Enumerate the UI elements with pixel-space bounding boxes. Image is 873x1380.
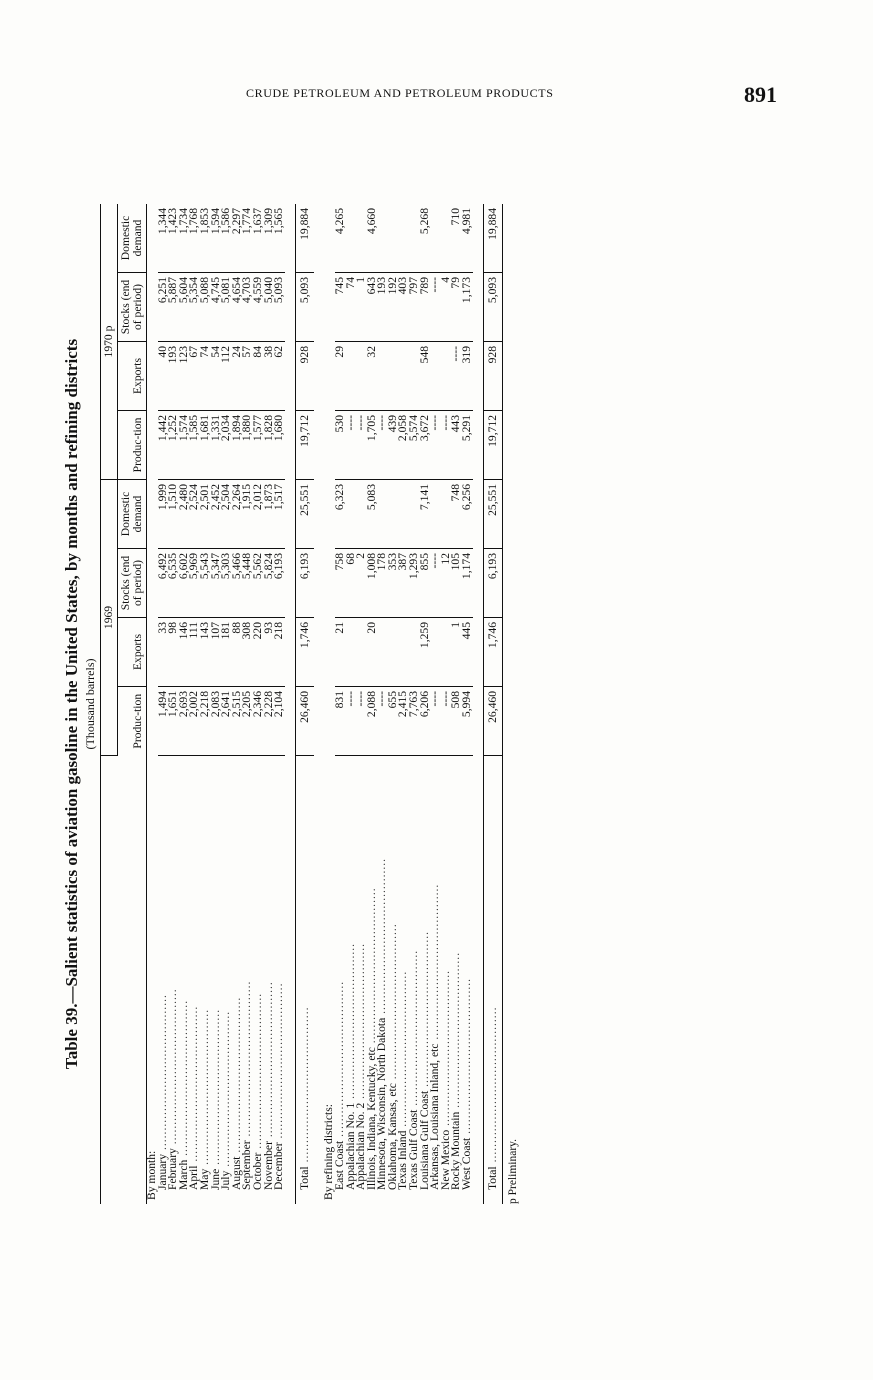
cell-value bbox=[430, 342, 441, 411]
table-row: November ........................................ 2,228 93 5,824 1,873 1,828 38 5,040 1,309 bbox=[264, 204, 275, 1204]
cell-value: 7,141 bbox=[420, 480, 431, 549]
year-1969-header: 1969 bbox=[101, 480, 118, 756]
cell-value: ---- bbox=[356, 411, 367, 480]
cell-value bbox=[388, 204, 399, 273]
cell-value: 548 bbox=[420, 342, 431, 411]
cell-value: 5,040 bbox=[264, 273, 275, 342]
cell-value: 68 bbox=[346, 549, 357, 618]
table-row: Illinois, Indiana, Kentucky, etc ........................................ 2,088 20 1,008 5,083 1,705 32 643 4,660 bbox=[367, 204, 378, 1204]
row-label: Illinois, Indiana, Kentucky, etc bbox=[364, 1047, 378, 1190]
cell-value: 6,602 bbox=[179, 549, 190, 618]
cell-value: 84 bbox=[253, 342, 264, 411]
table-row: February ........................................ 1,651 98 6,535 1,510 1,252 193 5,887 1,423 bbox=[168, 204, 179, 1204]
cell-value: 123 bbox=[179, 342, 190, 411]
cell-value: 20 bbox=[367, 618, 378, 687]
cell-value bbox=[377, 480, 388, 549]
cell-value: 1,705 bbox=[367, 411, 378, 480]
row-label: January bbox=[155, 1153, 169, 1190]
column-header: Stocks (end of period) bbox=[118, 549, 147, 618]
cell-value: 25,551 bbox=[295, 480, 314, 549]
cell-value: 4,703 bbox=[242, 273, 253, 342]
cell-value bbox=[388, 618, 399, 687]
cell-value: 4,981 bbox=[462, 204, 473, 273]
cell-value: 5,562 bbox=[253, 549, 264, 618]
cell-value: 353 bbox=[388, 549, 399, 618]
cell-value: 19,884 bbox=[295, 204, 314, 273]
cell-value: ---- bbox=[441, 411, 452, 480]
cell-value: 439 bbox=[388, 411, 399, 480]
cell-value bbox=[398, 480, 409, 549]
cell-value: 192 bbox=[388, 273, 399, 342]
cell-value: 758 bbox=[335, 549, 346, 618]
cell-value: 146 bbox=[179, 618, 190, 687]
cell-value: 1,894 bbox=[232, 411, 243, 480]
cell-value: 105 bbox=[451, 549, 462, 618]
cell-value: 181 bbox=[221, 618, 232, 687]
cell-value: 1,828 bbox=[264, 411, 275, 480]
cell-value bbox=[388, 480, 399, 549]
rotated-table-block bbox=[62, 154, 622, 1254]
cell-value: 143 bbox=[200, 618, 211, 687]
cell-value: 4,559 bbox=[253, 273, 264, 342]
cell-value: 2,058 bbox=[398, 411, 409, 480]
cell-value: 5,093 bbox=[483, 273, 503, 342]
cell-value: 5,824 bbox=[264, 549, 275, 618]
cell-value: 2,693 bbox=[179, 687, 190, 756]
row-label: Texas Gulf Coast bbox=[407, 1109, 421, 1190]
table-row: October ........................................ 2,346 220 5,562 2,012 1,577 84 4,559 1,637 bbox=[253, 204, 264, 1204]
cell-value: 319 bbox=[462, 342, 473, 411]
table-row: Rocky Mountain ........................................ 508 1 105 748 443 ---- 79 710 bbox=[451, 204, 462, 1204]
table-row: Louisiana Gulf Coast ........................................ 6,206 1,259 855 7,141 3,672 548 789 5,268 bbox=[420, 204, 431, 1204]
table-row: July ........................................ 2,641 181 5,303 2,504 2,034 112 5,081 1,586 bbox=[221, 204, 232, 1204]
cell-value: 2,104 bbox=[274, 687, 285, 756]
cell-value: 508 bbox=[451, 687, 462, 756]
cell-value bbox=[346, 204, 357, 273]
cell-value: 1 bbox=[356, 273, 367, 342]
cell-value: 1,008 bbox=[367, 549, 378, 618]
cell-value: 643 bbox=[367, 273, 378, 342]
column-header: Domestic demand bbox=[118, 204, 147, 273]
cell-value: 2,088 bbox=[367, 687, 378, 756]
cell-value: 6,323 bbox=[335, 480, 346, 549]
cell-value: 5,543 bbox=[200, 549, 211, 618]
cell-value: 5,093 bbox=[295, 273, 314, 342]
table-row: April ........................................ 2,002 111 5,969 2,524 1,585 67 5,354 1,768 bbox=[189, 204, 200, 1204]
cell-value: 220 bbox=[253, 618, 264, 687]
cell-value: 98 bbox=[168, 618, 179, 687]
cell-value: 1,344 bbox=[158, 204, 169, 273]
cell-value bbox=[377, 618, 388, 687]
cell-value: 1,880 bbox=[242, 411, 253, 480]
cell-value: 4 bbox=[441, 273, 452, 342]
cell-value: 2 bbox=[356, 549, 367, 618]
table-row: Texas Gulf Coast ........................................ 7,763 1,293 5,574 797 bbox=[409, 204, 420, 1204]
cell-value: 178 bbox=[377, 549, 388, 618]
cell-value: 7,763 bbox=[409, 687, 420, 756]
table-row: Texas Inland ........................................ 2,415 387 2,058 403 bbox=[398, 204, 409, 1204]
cell-value: 1,873 bbox=[264, 480, 275, 549]
cell-value: 6,193 bbox=[295, 549, 314, 618]
cell-value: 3,672 bbox=[420, 411, 431, 480]
cell-value: 5,303 bbox=[221, 549, 232, 618]
cell-value: 19,884 bbox=[483, 204, 503, 273]
section-heading: By month: bbox=[145, 1150, 158, 1200]
table-row: Arkansas, Louisiana Inland, etc ........................................ ---- ---- ---- ---- bbox=[430, 204, 441, 1204]
row-label: March bbox=[176, 1159, 190, 1190]
cell-value: 5,093 bbox=[274, 273, 285, 342]
cell-value: 1,681 bbox=[200, 411, 211, 480]
table-row: March ........................................ 2,693 146 6,602 2,480 1,574 123 5,604 1,734 bbox=[179, 204, 190, 1204]
table-row: Total ........................................ 26,460 1,746 6,193 25,551 19,712 928 5,093 19,884 bbox=[483, 204, 503, 1204]
cell-value: 6,193 bbox=[483, 549, 503, 618]
row-label: Oklahoma, Kansas, etc bbox=[385, 1083, 399, 1190]
cell-value: 2,083 bbox=[211, 687, 222, 756]
cell-value: ---- bbox=[441, 687, 452, 756]
table-row: January ........................................ 1,494 33 6,492 1,999 1,442 40 6,251 1,344 bbox=[158, 204, 169, 1204]
footnote: p Preliminary. bbox=[507, 1138, 520, 1204]
cell-value: 2,205 bbox=[242, 687, 253, 756]
table-row: Appalachian No. 1 ........................................ ---- 68 ---- 74 bbox=[346, 204, 357, 1204]
cell-value: 107 bbox=[211, 618, 222, 687]
row-label: Minnesota, Wisconsin, North Dakota bbox=[375, 1017, 389, 1190]
cell-value: 4,745 bbox=[211, 273, 222, 342]
cell-value: 74 bbox=[346, 273, 357, 342]
cell-value: 5,354 bbox=[189, 273, 200, 342]
cell-value: 2,641 bbox=[221, 687, 232, 756]
cell-value: 6,193 bbox=[274, 549, 285, 618]
cell-value: 1,252 bbox=[168, 411, 179, 480]
cell-value: 928 bbox=[483, 342, 503, 411]
row-label: Appalachian No. 2 bbox=[354, 1102, 368, 1190]
cell-value: 1,680 bbox=[274, 411, 285, 480]
cell-value: 1,309 bbox=[264, 204, 275, 273]
cell-value: 1,331 bbox=[211, 411, 222, 480]
cell-value: 1,517 bbox=[274, 480, 285, 549]
row-label: Total bbox=[297, 1166, 311, 1190]
cell-value: 6,535 bbox=[168, 549, 179, 618]
cell-value: ---- bbox=[430, 687, 441, 756]
cell-value: 193 bbox=[377, 273, 388, 342]
row-label: July bbox=[219, 1170, 233, 1190]
cell-value: 5,088 bbox=[200, 273, 211, 342]
cell-value bbox=[377, 204, 388, 273]
cell-value bbox=[346, 618, 357, 687]
cell-value: 530 bbox=[335, 411, 346, 480]
cell-value: 5,448 bbox=[242, 549, 253, 618]
cell-value: 1,637 bbox=[253, 204, 264, 273]
cell-value: 74 bbox=[200, 342, 211, 411]
cell-value: 6,256 bbox=[462, 480, 473, 549]
cell-value: 32 bbox=[367, 342, 378, 411]
row-label: Louisiana Gulf Coast bbox=[417, 1090, 431, 1190]
cell-value: 1,853 bbox=[200, 204, 211, 273]
cell-value: 2,346 bbox=[253, 687, 264, 756]
cell-value: 387 bbox=[398, 549, 409, 618]
cell-value: 5,887 bbox=[168, 273, 179, 342]
table-row: West Coast ........................................ 5,994 445 1,174 6,256 5,291 319 1,173 4,981 bbox=[462, 204, 473, 1204]
cell-value: 6,251 bbox=[158, 273, 169, 342]
cell-value: 5,604 bbox=[179, 273, 190, 342]
cell-value bbox=[430, 618, 441, 687]
page-number: 891 bbox=[744, 82, 777, 107]
cell-value: 2,480 bbox=[179, 480, 190, 549]
cell-value: 1,173 bbox=[462, 273, 473, 342]
cell-value: 5,083 bbox=[367, 480, 378, 549]
cell-value: 445 bbox=[462, 618, 473, 687]
row-label: Rocky Mountain bbox=[449, 1111, 463, 1190]
cell-value: 1,915 bbox=[242, 480, 253, 549]
cell-value: 1,174 bbox=[462, 549, 473, 618]
cell-value: 5,994 bbox=[462, 687, 473, 756]
column-header: Domestic demand bbox=[118, 480, 147, 549]
cell-value: 1,293 bbox=[409, 549, 420, 618]
cell-value: 5,291 bbox=[462, 411, 473, 480]
cell-value: 21 bbox=[335, 618, 346, 687]
cell-value: 218 bbox=[274, 618, 285, 687]
cell-value: 88 bbox=[232, 618, 243, 687]
cell-value: 57 bbox=[242, 342, 253, 411]
cell-value: 4,654 bbox=[232, 273, 243, 342]
cell-value: 1,574 bbox=[179, 411, 190, 480]
cell-value: 19,712 bbox=[483, 411, 503, 480]
column-header: Exports bbox=[118, 342, 147, 411]
row-label: East Coast bbox=[332, 1140, 346, 1190]
row-label: May bbox=[197, 1168, 211, 1190]
cell-value: 26,460 bbox=[295, 687, 314, 756]
cell-value: 2,002 bbox=[189, 687, 200, 756]
cell-value: 1,999 bbox=[158, 480, 169, 549]
cell-value: 710 bbox=[451, 204, 462, 273]
cell-value: ---- bbox=[346, 687, 357, 756]
cell-value: 789 bbox=[420, 273, 431, 342]
cell-value: 655 bbox=[388, 687, 399, 756]
cell-value: 2,012 bbox=[253, 480, 264, 549]
cell-value: 1,734 bbox=[179, 204, 190, 273]
cell-value: 1,586 bbox=[221, 204, 232, 273]
cell-value: 5,969 bbox=[189, 549, 200, 618]
cell-value: 2,504 bbox=[221, 480, 232, 549]
cell-value bbox=[346, 342, 357, 411]
cell-value: 1,651 bbox=[168, 687, 179, 756]
cell-value: ---- bbox=[430, 273, 441, 342]
cell-value: 855 bbox=[420, 549, 431, 618]
cell-value: 6,492 bbox=[158, 549, 169, 618]
table-row: Minnesota, Wisconsin, North Dakota ........................................ ---- 178 ---- 193 bbox=[377, 204, 388, 1204]
table-row: Total ........................................ 26,460 1,746 6,193 25,551 19,712 928 5,093 19,884 bbox=[295, 204, 314, 1204]
aviation-gasoline-table bbox=[100, 204, 503, 1204]
row-label: West Coast bbox=[460, 1137, 474, 1190]
cell-value: ---- bbox=[430, 411, 441, 480]
cell-value: ---- bbox=[356, 687, 367, 756]
cell-value: 5,081 bbox=[221, 273, 232, 342]
column-header: Produc-tion bbox=[118, 411, 147, 480]
cell-value: 33 bbox=[158, 618, 169, 687]
column-header: Produc-tion bbox=[118, 687, 147, 756]
cell-value: 62 bbox=[274, 342, 285, 411]
cell-value: 1,774 bbox=[242, 204, 253, 273]
cell-value bbox=[398, 342, 409, 411]
cell-value: 1,442 bbox=[158, 411, 169, 480]
cell-value: 1,494 bbox=[158, 687, 169, 756]
cell-value: 2,034 bbox=[221, 411, 232, 480]
row-label: November bbox=[261, 1141, 275, 1190]
row-label: June bbox=[208, 1168, 222, 1190]
table-row: December ........................................ 2,104 218 6,193 1,517 1,680 62 5,093 1,565 bbox=[274, 204, 285, 1204]
cell-value: 6,206 bbox=[420, 687, 431, 756]
cell-value: 1,594 bbox=[211, 204, 222, 273]
cell-value: 1,565 bbox=[274, 204, 285, 273]
cell-value: 40 bbox=[158, 342, 169, 411]
table-row: September ........................................ 2,205 308 5,448 1,915 1,880 57 4,703 1,774 bbox=[242, 204, 253, 1204]
cell-value: 4,265 bbox=[335, 204, 346, 273]
cell-value bbox=[441, 618, 452, 687]
cell-value: 25,551 bbox=[483, 480, 503, 549]
row-label: August bbox=[229, 1156, 243, 1190]
cell-value: 1,768 bbox=[189, 204, 200, 273]
row-label: Arkansas, Louisiana Inland, etc bbox=[428, 1043, 442, 1190]
cell-value: 54 bbox=[211, 342, 222, 411]
table-row: East Coast ........................................ 831 21 758 6,323 530 29 745 4,265 bbox=[335, 204, 346, 1204]
cell-value: 1,746 bbox=[483, 618, 503, 687]
cell-value bbox=[346, 480, 357, 549]
row-label: February bbox=[166, 1148, 180, 1190]
cell-value: 112 bbox=[221, 342, 232, 411]
cell-value: 93 bbox=[264, 618, 275, 687]
cell-value: 2,264 bbox=[232, 480, 243, 549]
table-row: Oklahoma, Kansas, etc ........................................ 655 353 439 192 bbox=[388, 204, 399, 1204]
row-label: October bbox=[250, 1152, 264, 1190]
cell-value: ---- bbox=[377, 411, 388, 480]
section-heading: By refining districts: bbox=[322, 1104, 336, 1200]
cell-value: 26,460 bbox=[483, 687, 503, 756]
cell-value: 38 bbox=[264, 342, 275, 411]
row-label: December bbox=[272, 1142, 286, 1190]
cell-value: 29 bbox=[335, 342, 346, 411]
cell-value: 193 bbox=[168, 342, 179, 411]
cell-value: 111 bbox=[189, 618, 200, 687]
cell-value bbox=[377, 342, 388, 411]
cell-value: 2,515 bbox=[232, 687, 243, 756]
cell-value: 2,228 bbox=[264, 687, 275, 756]
table-subtitle: (Thousand barrels) bbox=[83, 658, 97, 750]
cell-value bbox=[398, 618, 409, 687]
cell-value: 4,660 bbox=[367, 204, 378, 273]
cell-value: 19,712 bbox=[295, 411, 314, 480]
cell-value: 1,577 bbox=[253, 411, 264, 480]
year-1970-header: 1970 p bbox=[101, 204, 118, 480]
cell-value bbox=[388, 342, 399, 411]
cell-value: 1 bbox=[451, 618, 462, 687]
column-header: Stocks (end of period) bbox=[118, 273, 147, 342]
cell-value: 2,297 bbox=[232, 204, 243, 273]
cell-value: ---- bbox=[451, 342, 462, 411]
cell-value: ---- bbox=[377, 687, 388, 756]
running-title: CRUDE PETROLEUM AND PETROLEUM PRODUCTS bbox=[246, 86, 554, 100]
cell-value: 797 bbox=[409, 273, 420, 342]
table-row: May ........................................ 2,218 143 5,543 2,501 1,681 74 5,088 1,853 bbox=[200, 204, 211, 1204]
cell-value: 2,452 bbox=[211, 480, 222, 549]
cell-value: 79 bbox=[451, 273, 462, 342]
table-row: August ........................................ 2,515 88 5,466 2,264 1,894 24 4,654 2,297 bbox=[232, 204, 243, 1204]
cell-value bbox=[430, 204, 441, 273]
cell-value: 443 bbox=[451, 411, 462, 480]
cell-value bbox=[398, 204, 409, 273]
cell-value: 403 bbox=[398, 273, 409, 342]
row-label: April bbox=[187, 1165, 201, 1190]
cell-value: 12 bbox=[441, 549, 452, 618]
cell-value: 2,524 bbox=[189, 480, 200, 549]
cell-value: 748 bbox=[451, 480, 462, 549]
cell-value: 1,259 bbox=[420, 618, 431, 687]
cell-value: 1,746 bbox=[295, 618, 314, 687]
cell-value: 5,574 bbox=[409, 411, 420, 480]
cell-value: 67 bbox=[189, 342, 200, 411]
cell-value: 928 bbox=[295, 342, 314, 411]
cell-value: 308 bbox=[242, 618, 253, 687]
row-label: Texas Inland bbox=[396, 1130, 410, 1190]
row-label: Appalachian No. 1 bbox=[343, 1102, 357, 1190]
table-row: June ........................................ 2,083 107 5,347 2,452 1,331 54 4,745 1,594 bbox=[211, 204, 222, 1204]
cell-value: 2,218 bbox=[200, 687, 211, 756]
cell-value: 1,585 bbox=[189, 411, 200, 480]
cell-value: 5,466 bbox=[232, 549, 243, 618]
cell-value bbox=[430, 480, 441, 549]
column-header: Exports bbox=[118, 618, 147, 687]
row-label: September bbox=[240, 1140, 254, 1190]
cell-value: 2,501 bbox=[200, 480, 211, 549]
cell-value: 24 bbox=[232, 342, 243, 411]
cell-value: 1,510 bbox=[168, 480, 179, 549]
table-title: Table 39.—Salient statistics of aviation gasoline in the United States, by months and refining districts bbox=[62, 338, 81, 1070]
cell-value: 5,268 bbox=[420, 204, 431, 273]
cell-value: 831 bbox=[335, 687, 346, 756]
cell-value: 5,347 bbox=[211, 549, 222, 618]
table-row: Appalachian No. 2 ........................................ ---- 2 ---- 1 bbox=[356, 204, 367, 1204]
cell-value: ---- bbox=[346, 411, 357, 480]
row-label: New Mexico bbox=[438, 1129, 452, 1190]
cell-value: 2,415 bbox=[398, 687, 409, 756]
row-label-header bbox=[101, 756, 147, 1205]
row-label: Total bbox=[485, 1166, 499, 1190]
cell-value: ---- bbox=[430, 549, 441, 618]
table-row: New Mexico ........................................ ---- 12 ---- 4 bbox=[441, 204, 452, 1204]
cell-value: 745 bbox=[335, 273, 346, 342]
cell-value: 1,423 bbox=[168, 204, 179, 273]
